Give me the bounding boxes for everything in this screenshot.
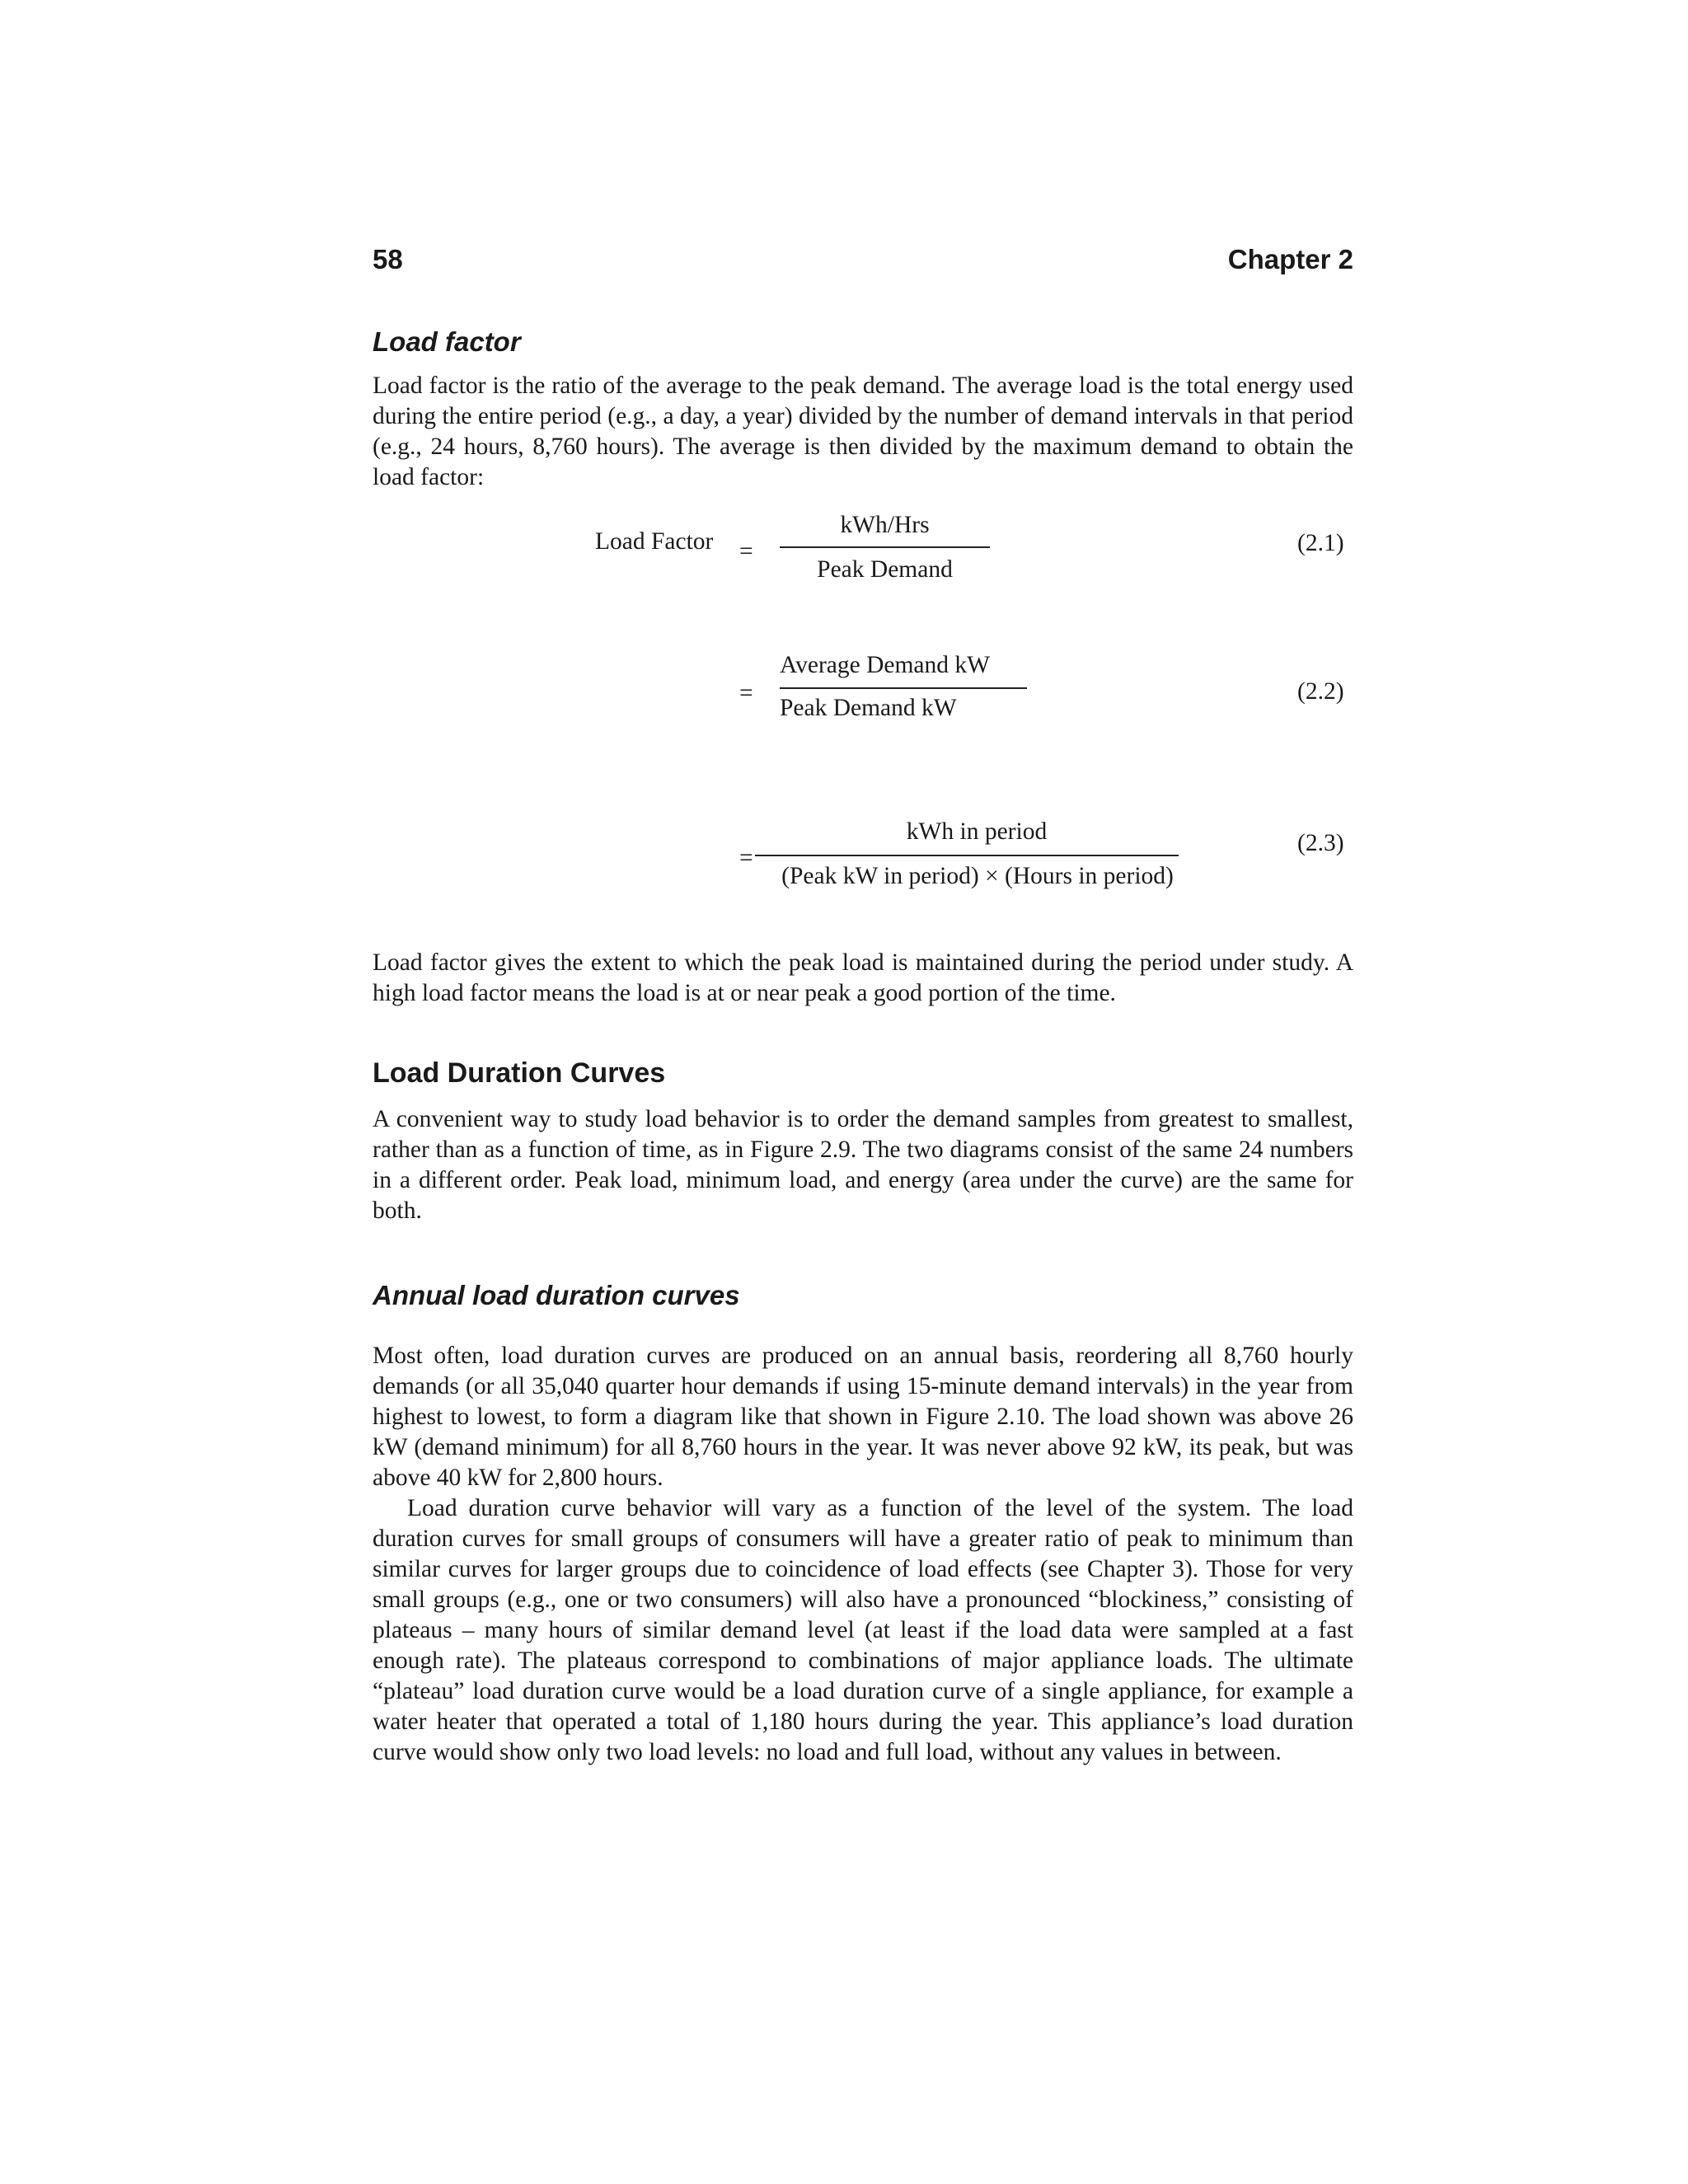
chapter-label: Chapter 2 xyxy=(1227,244,1353,274)
fraction-bar xyxy=(755,855,1179,856)
paragraph: Load factor is the ratio of the average to the peak demand. The average load is the total energy used during the entire period (e.g., a day, a year) divided by the number of demand intervals in that period (e.g., 24 hours, 8,760 hours). The average is then divided by the maximum demand to obtain the load factor: xyxy=(373,373,1353,490)
fraction-bar xyxy=(780,687,1027,689)
load-factor-closing xyxy=(373,948,1353,1009)
paragraph: Load duration curve behavior will vary as a function of the level of the system. The load duration curves for small groups of consumers will have a greater ratio of peak to minimum than similar curves for larger groups due to coincidence of load effects (see Chapter 3). Those for very small groups (e.g., one or two consumers) will also have a pronounced “blockiness,” consisting of plateaus – many hours of similar demand level (at least if the load data were sampled at a fast enough rate). The plateaus correspond to combinations of major appliance loads. The ultimate “plateau” load duration curve would be a load duration curve of a single appliance, for example a water heater that operated a total of 1,180 hours during the year. This appliance’s load duration curve would show only two load levels: no load and full load, without any values in between. xyxy=(373,1495,1353,1765)
equals-sign: = xyxy=(739,845,753,871)
denominator: Peak Demand xyxy=(817,556,953,583)
denominator: Peak Demand kW xyxy=(780,695,957,721)
equation-lhs: Load Factor xyxy=(595,528,714,555)
heading-load-duration-curves: Load Duration Curves xyxy=(373,1057,666,1089)
equation-number: (2.1) xyxy=(1297,530,1344,556)
load-factor-intro xyxy=(373,371,1353,493)
fraction-bar xyxy=(780,546,990,548)
annual-body xyxy=(373,1341,1353,1768)
equation-number: (2.3) xyxy=(1297,830,1344,856)
paragraph: A convenient way to study load behavior is to order the demand samples from greatest to smallest, rather than as a function of time, as in Figure 2.9. The two diagrams consist of the same 24 numbers in a different order. Peak load, minimum load, and energy (area under the curve) are the same for both. xyxy=(373,1106,1353,1224)
load-duration-body xyxy=(373,1104,1353,1226)
paragraph: Load factor gives the extent to which the peak load is maintained during the period under study. A high load factor means the load is at or near peak a good portion of the time. xyxy=(373,949,1353,1006)
heading-annual-load-duration-curves: Annual load duration curves xyxy=(373,1280,740,1310)
paragraph: Most often, load duration curves are produced on an annual basis, reordering all 8,760 hourly demands (or all 35,040 quarter hour demands if using 15-minute demand intervals) in the year from highest to lowest, to form a diagram like that shown in Figure 2.10. The load shown was above 26 kW (demand minimum) for all 8,760 hours in the year. It was never above 92 kW, its peak, but was above 40 kW for 2,800 hours. xyxy=(373,1343,1353,1491)
heading-load-factor: Load factor xyxy=(373,326,521,357)
equation-number: (2.2) xyxy=(1297,678,1344,705)
numerator: Average Demand kW xyxy=(780,652,990,678)
equals-sign: = xyxy=(739,538,753,565)
numerator: kWh in period xyxy=(906,818,1048,845)
page-number: 58 xyxy=(373,244,403,274)
denominator: (Peak kW in period) × (Hours in period) xyxy=(781,863,1174,889)
equals-sign: = xyxy=(739,680,753,706)
numerator: kWh/Hrs xyxy=(840,512,930,538)
